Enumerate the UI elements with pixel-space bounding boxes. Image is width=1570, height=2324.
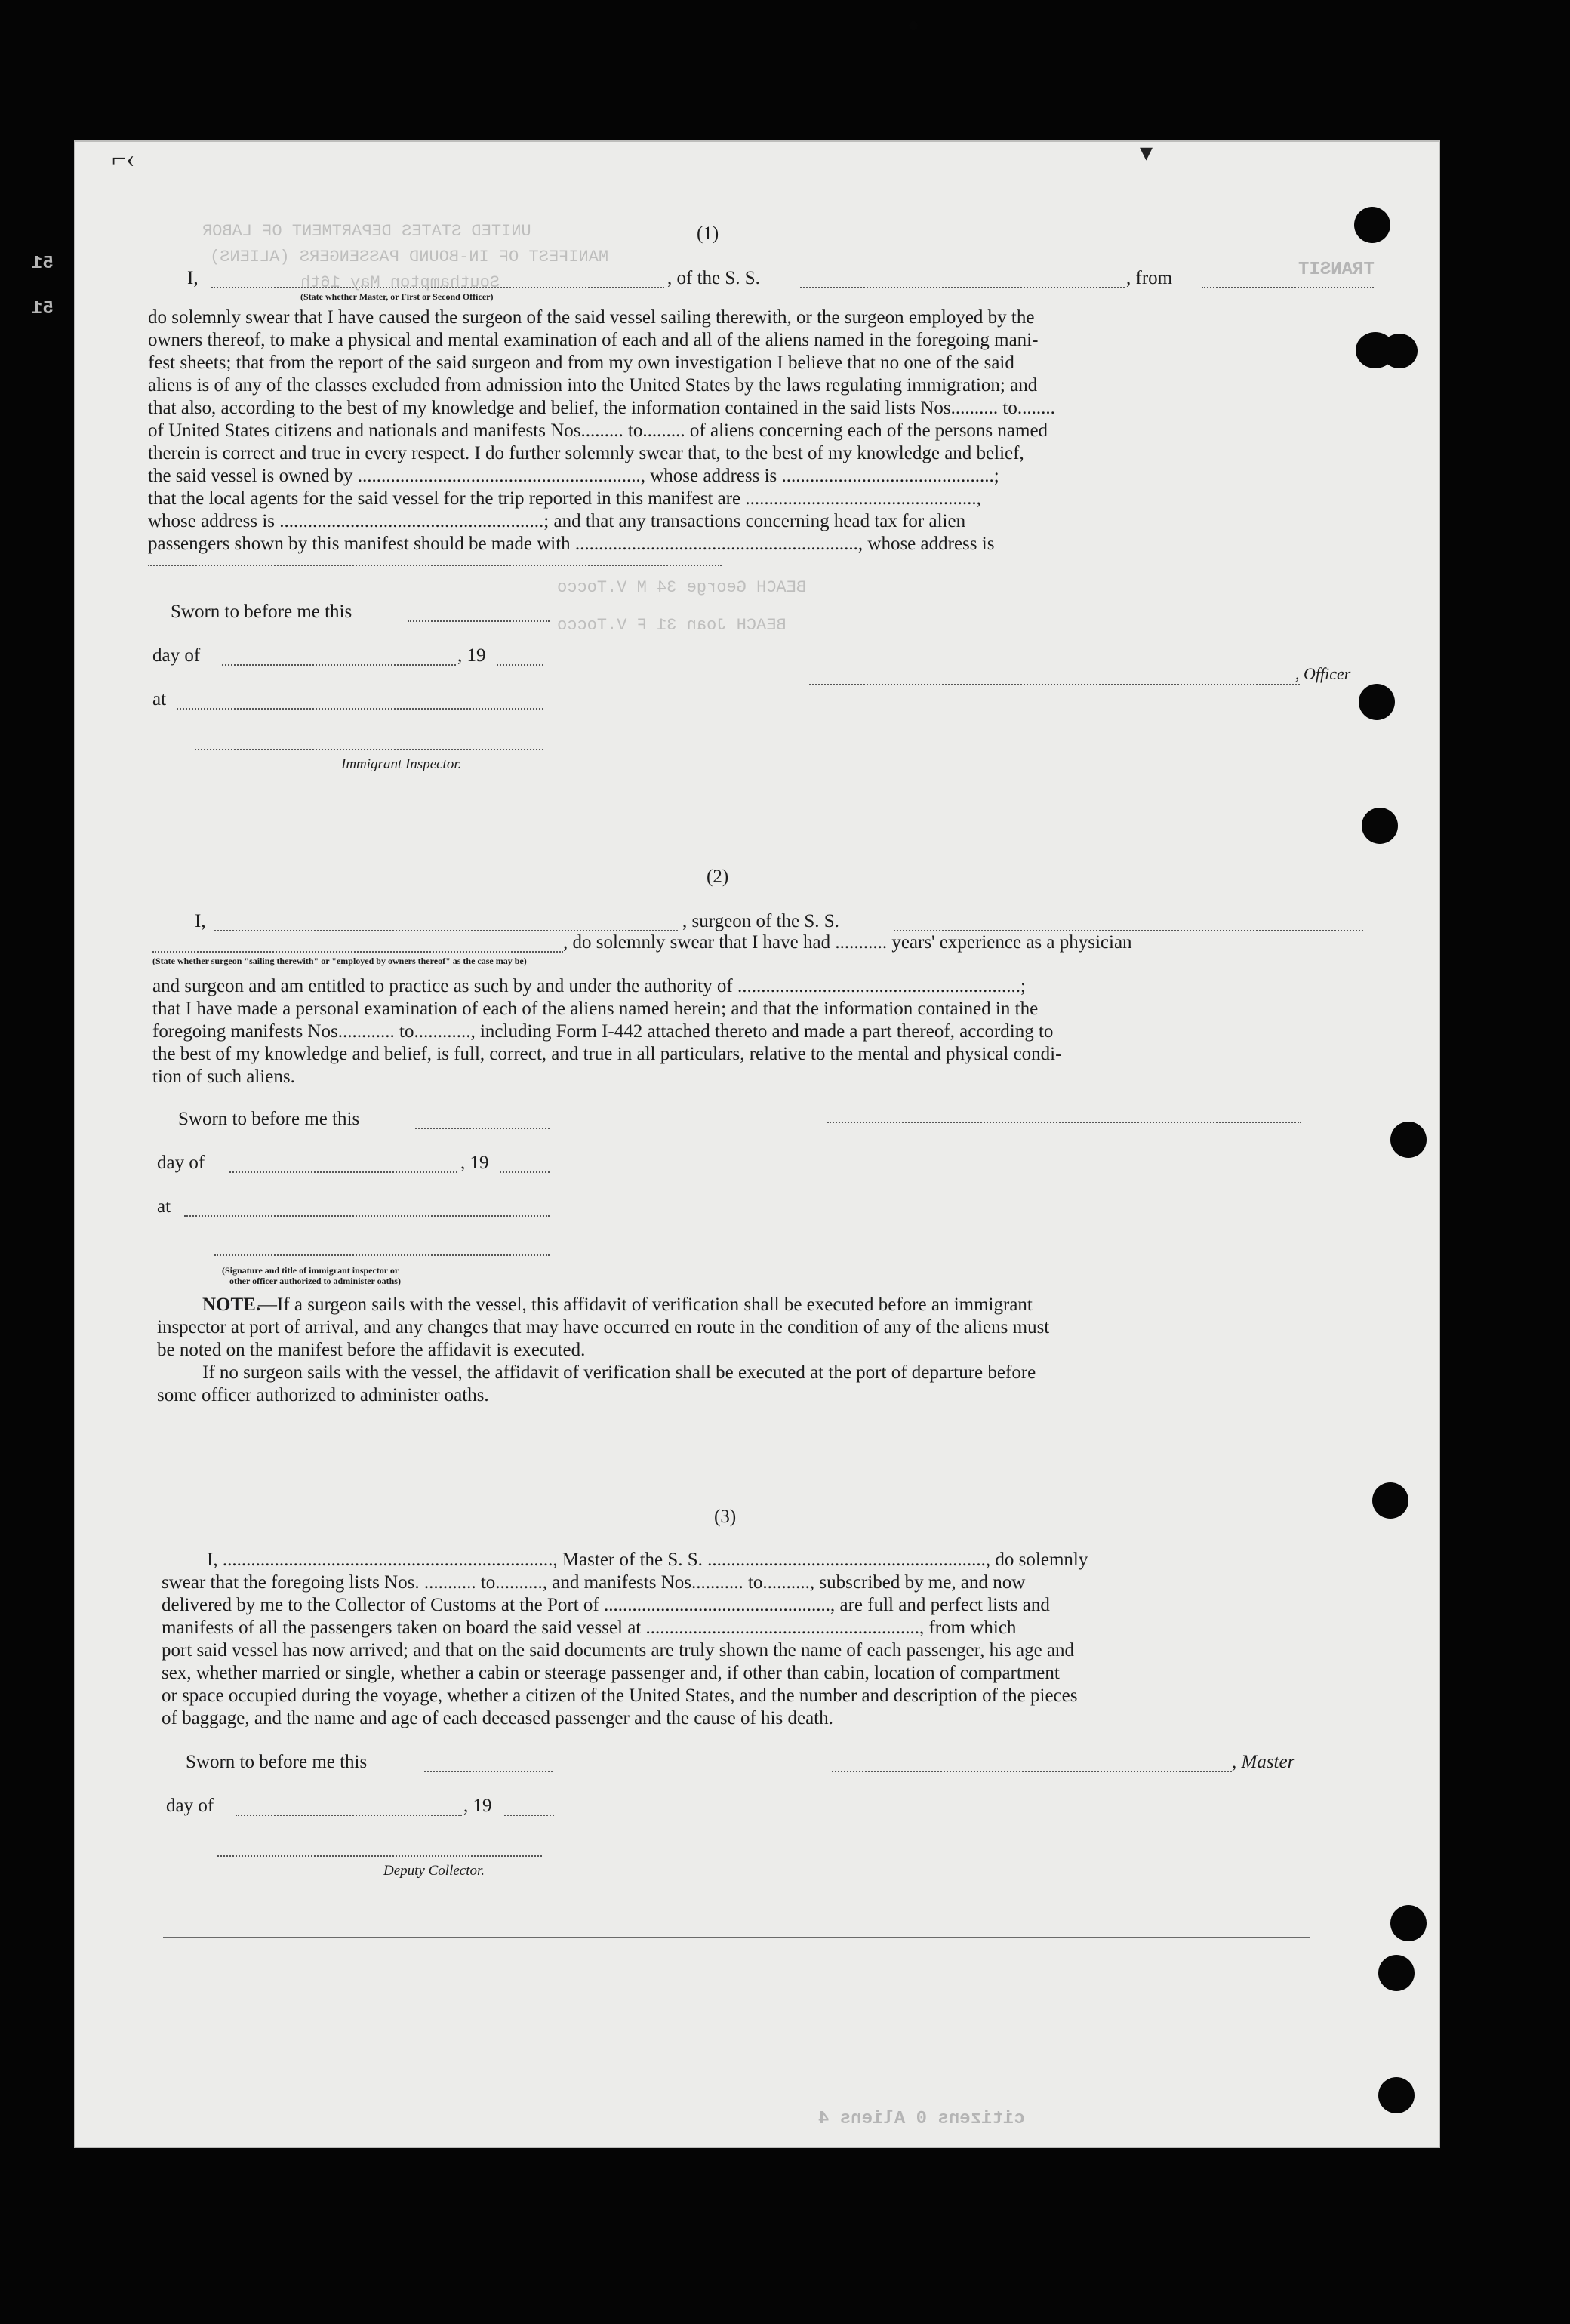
section-3-sworn: Sworn to before me this: [186, 1752, 368, 1772]
head-tax-address-blank: [148, 565, 722, 566]
section-3-line: of baggage, and the name and age of each deceased passenger and the cause of his death.: [162, 1708, 833, 1728]
signature-note-1: (Signature and title of immigrant inspector or: [222, 1265, 399, 1276]
note-line: some officer authorized to administer oaths.: [157, 1385, 489, 1405]
surgeon-signature-line: [827, 1122, 1301, 1123]
section-1-at: at: [152, 689, 167, 710]
note-line: inspector at port of arrival, and any changes that may have occurred en route in the condition of any of the aliens must: [157, 1317, 1050, 1337]
inspector-signature-line: [195, 749, 543, 750]
section-1-year: , 19: [457, 645, 486, 666]
section-1-line: therein is correct and true in every respect. I do further solemnly swear that, to the best of my knowledge and belief,: [148, 443, 1024, 463]
section-3-line: swear that the foregoing lists Nos. ........... to.........., and manifests Nos........... to.........., subscribed by me, and now: [162, 1572, 1026, 1593]
section-3-line: port said vessel has now arrived; and that on the said documents are truly shown the name of each passenger, his age and: [162, 1640, 1075, 1661]
section-1-line: that the local agents for the said vessel for the trip reported in this manifest are .................................................,: [148, 488, 981, 509]
section-1-number: (1): [697, 223, 719, 244]
bleed-through-number-a: 51: [32, 254, 54, 274]
bleed-through-totals: citizens 0 Aliens 4: [818, 2109, 1025, 2129]
punch-hole: [1390, 1122, 1427, 1158]
section-2-line: the best of my knowledge and belief, is full, correct, and true in all particulars, relative to the mental and physical condi-: [152, 1044, 1062, 1064]
section-3-line: manifests of all the passengers taken on board the said vessel at .........................................................., from which: [162, 1618, 1017, 1638]
master-name-blank: [211, 287, 664, 288]
corner-ink-mark: ⌐‹: [112, 145, 135, 173]
bottom-rule: [163, 1937, 1310, 1938]
section-1-line: owners thereof, to make a physical and mental examination of each and all of the aliens named in the foregoing mani-: [148, 330, 1039, 350]
section-3-number: (3): [714, 1507, 737, 1527]
bleed-through-header: UNITED STATES DEPARTMENT OF LABOR: [202, 222, 531, 241]
year-blank-2: [500, 1171, 550, 1173]
surgeon-status-blank: [152, 951, 563, 953]
section-1-line: the said vessel is owned by ............................................................, whose address is .............................................;: [148, 466, 999, 486]
officer-signature-line: [809, 684, 1300, 685]
section-3-day-of: day of: [166, 1796, 214, 1816]
year-blank-1: [497, 664, 543, 666]
sworn-blank-2: [415, 1128, 550, 1129]
day-blank-2: [229, 1171, 457, 1173]
at-blank-1: [177, 708, 543, 710]
bleed-through-header-2: MANIFEST OF IN-BOUND PASSENGERS (ALIENS): [210, 248, 609, 266]
section-1-sworn: Sworn to before me this: [171, 602, 352, 622]
deputy-collector-label: Deputy Collector.: [383, 1863, 485, 1879]
punch-hole: [1378, 1955, 1415, 1991]
note-heading: NOTE.: [202, 1294, 261, 1315]
section-1-line: whose address is ........................................................; and that any transactions concerning head tax for alien: [148, 511, 966, 531]
bleed-through-row-1: BEACH George 34 M V.Tocco: [557, 578, 807, 597]
section-1-line: of United States citizens and nationals and manifests Nos......... to......... of aliens concerning each of the persons named: [148, 420, 1048, 441]
section-1-day-of: day of: [152, 645, 201, 666]
section-2-i: I,: [195, 911, 206, 931]
punch-hole: [1381, 334, 1418, 368]
vessel-name-blank: [800, 287, 1125, 288]
section-2-day-of: day of: [157, 1153, 205, 1173]
bleed-through-transit: TRANSIT: [1298, 260, 1375, 280]
from-port-blank: [1202, 287, 1374, 288]
master-label: , Master: [1232, 1752, 1295, 1772]
section-1-note: (State whether Master, or First or Second Officer): [300, 291, 494, 302]
bleed-through-number-b: 51: [32, 299, 54, 319]
section-2-number: (2): [706, 866, 729, 887]
section-1-i: I,: [187, 268, 199, 288]
section-2-line-2: , do solemnly swear that I have had ........... years' experience as a physician: [563, 932, 1132, 953]
section-1-line: do solemnly swear that I have caused the surgeon of the said vessel sailing therewith, or the surgeon employed by the: [148, 307, 1035, 328]
punch-hole: [1390, 1905, 1427, 1941]
section-2-line: tion of such aliens.: [152, 1067, 295, 1087]
section-3-line: delivered by me to the Collector of Customs at the Port of ................................................, are full and perfect lists and: [162, 1595, 1050, 1615]
section-1-line: aliens is of any of the classes excluded from admission into the United States by the laws regulating immigration; and: [148, 375, 1038, 396]
day-blank-3: [236, 1815, 462, 1816]
punch-hole-small: [909, 21, 918, 30]
section-3-line: or space occupied during the voyage, whether a citizen of the United States, and the number and description of the pieces: [162, 1685, 1078, 1706]
section-3-year: , 19: [463, 1796, 492, 1816]
note-line: be noted on the manifest before the affidavit is executed.: [157, 1340, 586, 1360]
section-2-note: (State whether surgeon "sailing therewith" or "employed by owners thereof" as the case may be): [152, 956, 527, 966]
signature-note-2: other officer authorized to administer oaths): [229, 1276, 401, 1286]
section-2-line: and surgeon and am entitled to practice as such by and under the authority of ............................................................;: [152, 976, 1026, 996]
document-page: [32, 139, 1440, 2148]
officer-label: , Officer: [1295, 664, 1351, 683]
sworn-blank-3: [424, 1771, 553, 1772]
section-3-line: sex, whether married or single, whether a cabin or steerage passenger and, if other than cabin, location of compartment: [162, 1663, 1060, 1683]
punch-hole: [1372, 1482, 1408, 1519]
section-1-from: , from: [1126, 268, 1173, 288]
section-2-surgeon-of: , surgeon of the S. S.: [682, 911, 839, 931]
note-line: —If a surgeon sails with the vessel, this affidavit of verification shall be executed before an immigrant: [258, 1294, 1033, 1315]
section-2-line: foregoing manifests Nos............ to............, including Form I-442 attached thereto and made a part thereof, according to: [152, 1021, 1054, 1042]
bleed-through-header-3: Southampton May 16th: [300, 273, 500, 292]
section-1-line: passengers shown by this manifest should be made with ............................................................, whose address is: [148, 534, 995, 554]
collector-signature-line: [217, 1855, 542, 1857]
punch-hole: [1378, 2077, 1415, 2113]
section-2-sworn: Sworn to before me this: [178, 1109, 360, 1129]
oath-officer-signature-line: [214, 1254, 550, 1256]
immigrant-inspector-label: Immigrant Inspector.: [341, 756, 462, 772]
section-2-year: , 19: [460, 1153, 489, 1173]
punch-hole: [1359, 684, 1395, 720]
ink-dot-top: ▾: [1140, 139, 1153, 167]
bleed-through-row-2: BEACH Joan 31 F V.Tocco: [557, 616, 787, 635]
master-signature-line: [832, 1771, 1232, 1772]
day-blank-1: [222, 664, 456, 666]
section-1-line: fest sheets; that from the report of the said surgeon and from my own investigation I believe that no one of the said: [148, 352, 1014, 373]
punch-hole: [1354, 207, 1390, 243]
note-line: If no surgeon sails with the vessel, the affidavit of verification shall be executed at the port of departure before: [202, 1362, 1036, 1383]
section-3-line: I, ......................................................................, Master of the S. S. ..........................................................., do solemnly: [207, 1550, 1088, 1570]
year-blank-3: [504, 1815, 554, 1816]
section-1-of-ss: , of the S. S.: [667, 268, 760, 288]
sworn-blank-1: [408, 620, 550, 622]
section-2-line: that I have made a personal examination of each of the aliens named herein; and that the information contained in the: [152, 999, 1039, 1019]
punch-hole: [1362, 808, 1398, 844]
at-blank-2: [184, 1215, 550, 1217]
section-1-line: that also, according to the best of my knowledge and belief, the information contained in the said lists Nos.......... to........: [148, 398, 1055, 418]
section-2-at: at: [157, 1196, 171, 1217]
